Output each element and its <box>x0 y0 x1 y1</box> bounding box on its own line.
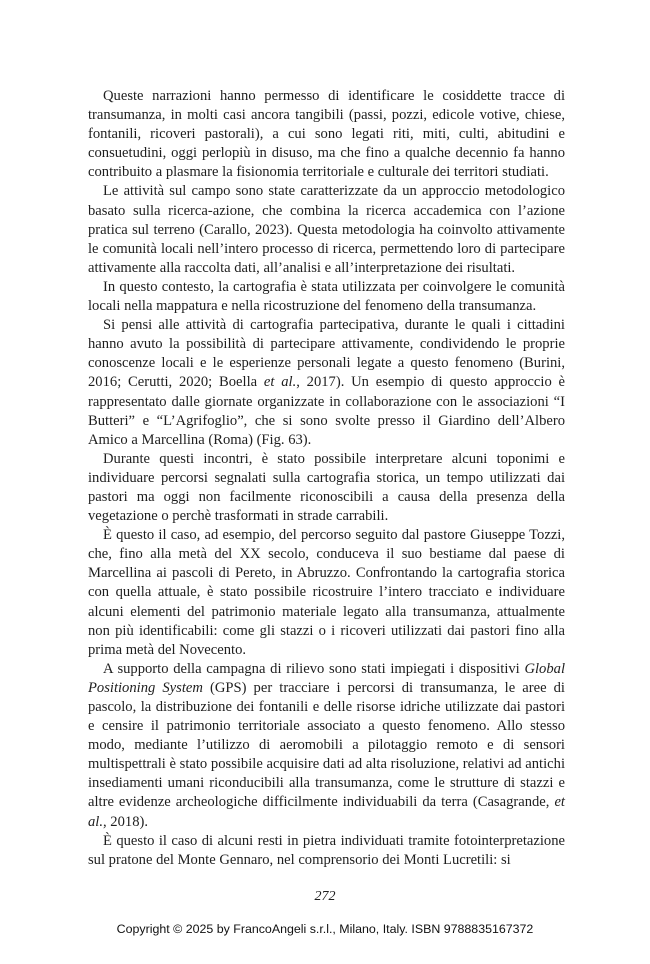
paragraph-8 <box>88 832 565 870</box>
paragraph-text: Si pensi alle attività di cartografia partecipativa, durante le quali i cittadini hanno avuto la possibilità di partecipare attivamente, condividendo le proprie conoscenze locali e le esperienze personali legate a questo fenomeno (Burini, 2016; Cerutti, 2020; Boella <box>88 317 565 391</box>
italic-text: et al. <box>263 374 297 391</box>
copyright-notice: Copyright © 2025 by FrancoAngeli s.r.l., Milano, Italy. ISBN 9788835167372 <box>116 922 534 936</box>
paragraph-text: In questo contesto, la cartografia è stata utilizzata per coinvolgere le comunità locali nella mappatura e nella ricostruzione del fenomeno della transumanza. <box>88 278 565 315</box>
paragraph-4 <box>88 316 565 450</box>
paragraph-text: , 2017). Un esempio di questo approccio è rappresentato dalle giornate organizzate in collaborazione con le associazioni “I Butteri” e “L’Agrifoglio”, che si sono svolte presso il Giardino dell’Albero Amico a Marcellina (Roma) (Fig. 63). <box>88 374 566 448</box>
paragraph-1 <box>88 87 565 182</box>
paragraph-text: Le attività sul campo sono state caratterizzate da un approccio metodologico basato sulla ricerca-azione, che combina la ricerca accademica con l’azione pratica sul terreno (Carallo, 2023). Questa metodologia ha coinvolto attivamente le comunità locali nell’intero processo di ricerca, permettendo loro di partecipare attivamente alla raccolta dati, all’analisi e all’interpretazione dei risultati. <box>88 183 565 276</box>
page-number: 272 <box>314 889 336 904</box>
paragraph-7 <box>88 660 565 832</box>
italic-text: et al. <box>88 794 565 830</box>
paragraph-text: È questo il caso di alcuni resti in pietra individuati tramite fotointerpretazione sul pratone del Monte Gennaro, nel comprensorio dei Monti Lucretili: si <box>88 832 565 868</box>
italic-text: Global Positioning System <box>88 660 565 696</box>
paragraph-6 <box>88 526 565 660</box>
paragraph-text: A supporto della campagna di rilievo sono stati impiegati i dispositivi <box>103 660 525 677</box>
paragraph-text: È questo il caso, ad esempio, del percorso seguito dal pastore Giuseppe Tozzi, che, fino alla metà del XX secolo, conduceva il suo bestiame dal paese di Marcellina ai pascoli di Pereto, in Abruzzo. Confrontando la cartografia storica con quella attuale, è stato possibile ricostruire l’intero tracciato e individuare alcuni elementi del patrimonio materiale legato alla transumanza, attualmente non più identificabili: come gli stazzi o i ricoveri utilizzati dai pastori fino alla prima metà del Novecento. <box>88 527 565 658</box>
paragraph-5 <box>88 450 565 526</box>
paragraph-text: , 2018). <box>103 813 148 830</box>
page-body <box>88 87 565 870</box>
paragraph-text: Queste narrazioni hanno permesso di identificare le cosiddette tracce di transumanza, in molti casi ancora tangibili (passi, pozzi, edicole votive, chiese, fontanili, ricoveri pastorali), a cui sono legati riti, miti, culti, abitudini e consuetudini, oggi perlopiù in disuso, ma che fino a qualche decennio fa hanno contribuito a plasmare la fisionomia territoriale e culturale dei territori studiati. <box>88 88 565 181</box>
paragraph-text: (GPS) per tracciare i percorsi di transumanza, le aree di pascolo, la distribuzione dei fontanili e delle risorse idriche utilizzate dai pastori e censire il patrimonio territoriale associato a questo fenomeno. Allo stesso modo, mediante l’utilizzo di aeromobili a pilotaggio remoto e di sensori multispettrali è stato possibile acquisire dati ad alta risoluzione, relativi ad antichi insediamenti umani riconducibili alla transumanza, come le strutture di stazzi e altre evidenze archeologiche difficilmente individuabili da terra (Casagrande, <box>88 679 565 811</box>
paragraph-2 <box>88 182 565 277</box>
paragraph-text: Durante questi incontri, è stato possibile interpretare alcuni toponimi e individuare percorsi segnalati sulla cartografia storica, un tempo utilizzati dai pastori ma oggi non facilmente riconoscibili a causa della presenza della vegetazione o perchè trasformati in strade carrabili. <box>88 450 565 525</box>
paragraph-3 <box>88 278 565 316</box>
